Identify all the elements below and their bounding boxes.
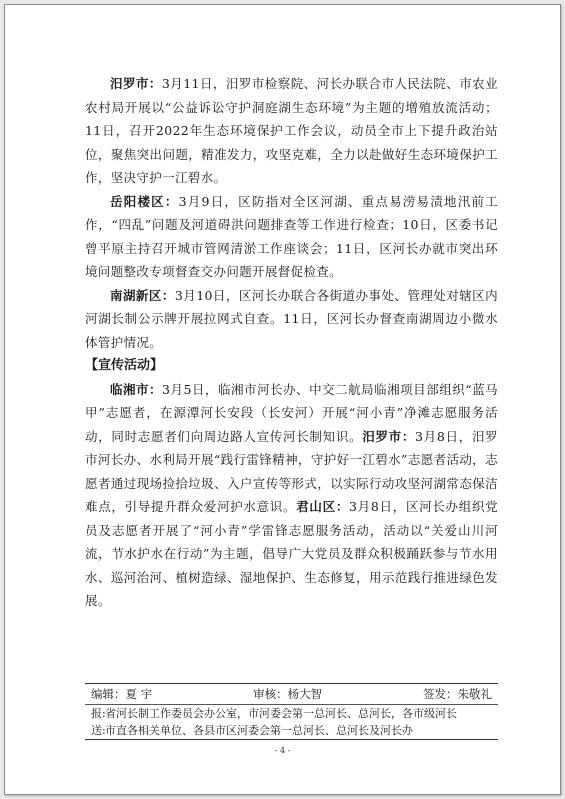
paragraph-nanhu [85,284,498,355]
section-heading: 【宣传活动】 [85,358,164,373]
signer: 签发：朱敬礼 [423,687,492,701]
region-name: 汨罗市： [362,428,416,444]
footer-divider [85,739,498,740]
editor-line [85,684,498,704]
paragraph-text: 3月8日，汨罗市河长办、水利局开展“践行雷锋精神，守护好一江碧水”志愿者活动，志愿者通过现场捡拾垃圾、入户宣传等形式，以实际行动攻坚河湖常态保洁难点，引导提升群众爱河护水意识。 [85,428,498,514]
page-number: - 4 - [274,746,291,755]
region-name: 南湖新区： [110,287,175,303]
paragraph-text: 3月10日，区河长办联合各街道办事处、管理处对辖区内河湖长制公示牌开展拉网式自查。11日，区河长办督查南湖周边小微水体管护情况。 [85,287,498,350]
region-name: 岳阳楼区： [110,193,179,209]
paragraph-text: 3月9日，区防指对全区河湖、重点易涝易渍地汛前工作，“四乱”问题及河道碍洪问题排查等工作进行检查；10日，区委书记曾平原主持召开城市管网清淤工作座谈会；11日，区河长办就市突出环境问题整改专项督查交办问题开展督促检查。 [85,193,498,279]
editor: 编辑：夏 宇 [91,687,153,701]
region-name: 君山区： [296,499,350,514]
document-footer [85,683,498,740]
send-text: 市直各相关单位、各县市区河委会第一总河长、总河长及河长办 [105,724,413,737]
paragraph-publicity [85,378,498,613]
distribution-report [85,705,498,722]
paragraph-text: 3月5日，临湘市河长办、中交二航局临湘项目部组织“蓝马甲”志愿者，在源潭河长安段（长安河）开展“河小青”净滩志愿服务活动，同时志愿者们向周边路人宣传河长制知识。 [85,381,498,444]
paragraph-text: 3月8日，区河长办组织党员及志愿者开展了“河小青”学雷锋志愿服务活动，活动以“关爱山川河流，节水护水在行动”为主题，倡导广大党员及群众积极踊跃参与节水用水、巡河治河、植树造绿、湿地保护、生态修复，用示范践行推进绿色发展。 [85,499,498,608]
region-name: 临湘市： [110,381,163,397]
paragraph-text: 3月11日，汨罗市检察院、河长办联合市人民法院、市农业农村局开展以“公益诉讼守护洞庭湖生态环境”为主题的增殖放流活动；11日，召开2022年生态环境保护工作会议，动员全市上下提升政治站位，聚焦突出问题，精准发力，攻坚克难，全力以赴做好生态环境保护工作，坚决守护一江碧水。 [85,76,498,185]
report-label: 报: [91,707,106,720]
paragraph-miluo-1 [85,72,498,190]
reviewer: 审核：杨大智 [253,687,323,701]
distribution-send [85,722,498,739]
document-page [4,4,561,795]
paragraph-yueyanglou [85,190,498,284]
page-content [85,72,498,613]
send-label: 送: [91,724,106,737]
report-text: 省河长制工作委员会办公室，市河委会第一总河长、总河长，各市级河长 [105,707,457,720]
region-name: 汨罗市： [110,76,162,91]
